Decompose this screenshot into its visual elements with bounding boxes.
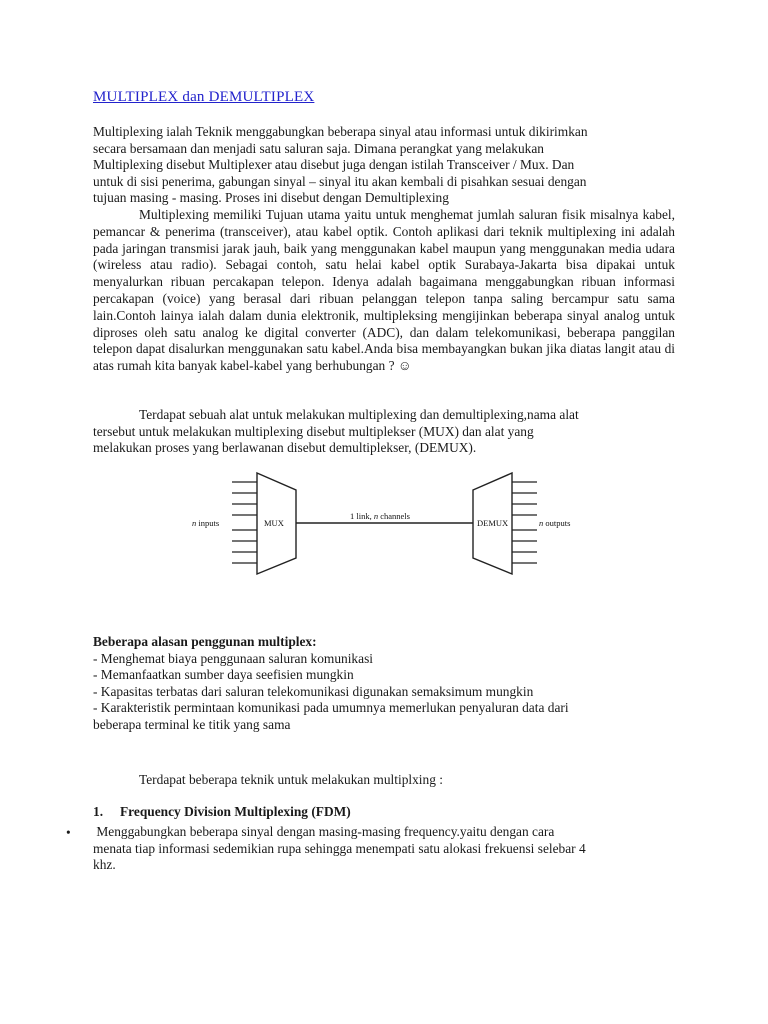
list-item: beberapa terminal ke titik yang sama [93,716,291,732]
list-item: - Menghemat biaya penggunaan saluran komunikasi [93,650,374,666]
fdm-number: 1. [93,804,104,819]
purpose-paragraph [93,207,675,375]
paragraph-line: melakukan proses yang berlawanan disebut demultiplekser, (DEMUX). [93,440,477,456]
paragraph-line: menata tiap informasi sedemikian rupa sehingga menempati satu alokasi frekuensi selebar 4 [93,840,586,856]
list-item: - Kapasitas terbatas dari saluran telekomunikasi digunakan semaksimum mungkin [93,683,534,699]
purpose-paragraph-text: Multiplexing memiliki Tujuan utama yaitu untuk menghemat jumlah saluran fisik misalnya kabel, pemancar & penerima (transceiver), atau kabel optik. Contoh aplikasi dari teknik multiplexing ini adalah pada jaringan transmisi jarak jauh, baik yang menggunakan kabel maupun yang menggunakan media udara (wireless atau radio). Sebagai contoh, satu helai kabel optik Surabaya-Jakarta bisa dipakai untuk menyalurkan ribuan percakapan telepon. Idenya adalah bagaimana menggabungkan ribuan informasi percakapan (voice) yang berasal dari ribuan pelanggan telepon tanpa saling bercampur satu sama lain.Contoh lainya ialah dalam dunia elektronik, multipleksing mengijinkan beberapa sinyal analog untuk diproses oleh satu analog ke digital converter (ADC), dan dalam telekomunikasi, beberapa panggilan telepon dapat disalurkan menggunakan satu kabel.Anda bisa membayangkan bukan jika diatas langit atau di atas rumah kita banyak kabel-kabel yang berhubungan ? ☺ [93,207,675,374]
outputs-n: n [539,518,544,528]
paragraph-line: Terdapat sebuah alat untuk melakukan multiplexing dan demultiplexing,nama alat [139,407,579,422]
fdm-heading [93,804,351,820]
fdm-description [93,824,693,874]
outputs-text: outputs [543,518,571,528]
reasons-list [93,634,693,734]
fdm-title-text: Frequency Division Multiplexing (FDM) [120,804,351,819]
document-title: MULTIPLEX dan DEMULTIPLEX [93,89,315,105]
bullet-icon: • [66,825,71,840]
link-n: n [373,511,379,521]
input-lines [232,482,257,563]
outputs-label [539,518,570,528]
paragraph-line: secara bersamaan dan menjadi satu saluran saja. Dimana perangkat yang melakukan [93,140,544,156]
mux-label: MUX [264,518,284,528]
paragraph-line: Multiplexing disebut Multiplexer atau disebut juga dengan istilah Transceiver / Mux. Dan [93,157,575,173]
paragraph-line: Multiplexing ialah Teknik menggabungkan beberapa sinyal atau informasi untuk dikirimkan [93,124,588,139]
mux-demux-diagram [190,470,590,580]
techniques-intro: Terdapat beberapa teknik untuk melakukan multiplxing : [139,772,443,787]
intro-paragraph [93,124,683,207]
inputs-text: inputs [196,518,220,528]
paragraph-line: tujuan masing - masing. Proses ini disebut dengan Demultiplexing [93,190,449,206]
list-item: - Memanfaatkan sumber daya seefisien mungkin [93,667,354,683]
paragraph-line: Menggabungkan beberapa sinyal dengan masing-masing frequency.yaitu dengan cara [93,824,555,839]
list-item: - Karakteristik permintaan komunikasi pada umumnya memerlukan penyaluran data dari [93,700,569,716]
paragraph-line: khz. [93,857,116,873]
paragraph-line: untuk di sisi penerima, gabungan sinyal – sinyal itu akan kembali di pisahkan sesuai dengan [93,173,587,189]
output-lines [512,482,537,563]
inputs-label [192,518,219,528]
paragraph-line: tersebut untuk melakukan multiplexing disebut multiplekser (MUX) dan alat yang [93,423,534,439]
link-prefix: 1 link, [350,511,374,521]
link-suffix: channels [378,511,410,521]
link-label [350,511,410,521]
inputs-n: n [192,518,197,528]
reasons-heading: Beberapa alasan penggunan multiplex: [93,634,317,649]
demux-label: DEMUX [477,518,509,528]
device-paragraph [93,407,633,457]
